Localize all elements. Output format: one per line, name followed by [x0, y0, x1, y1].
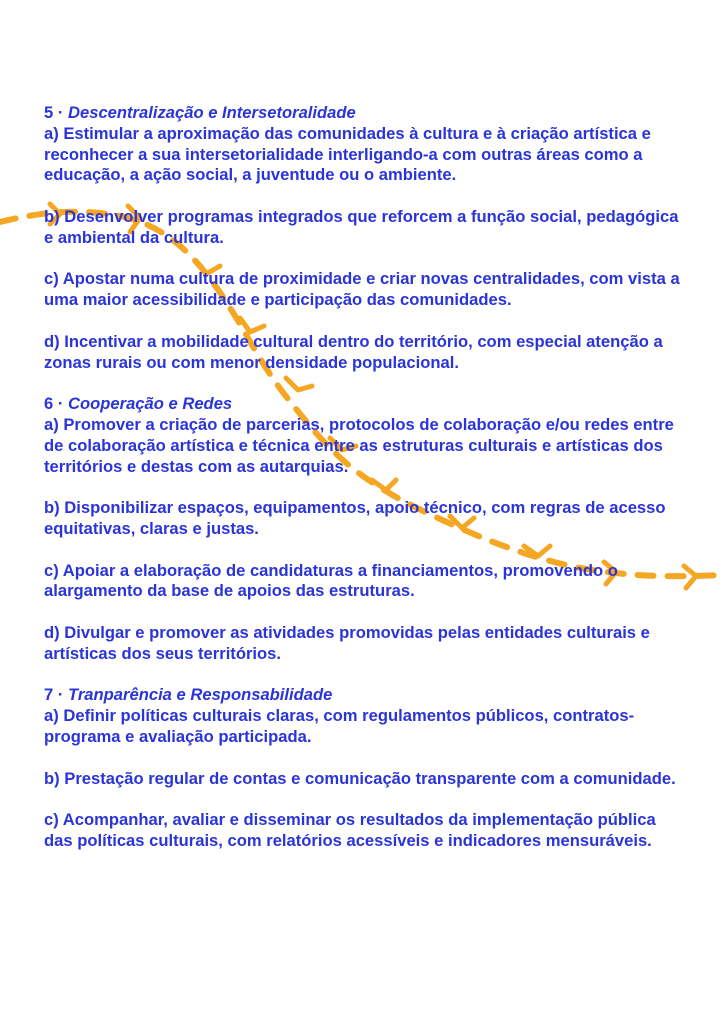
- section-7-name: Tranparência e Responsabilidade: [68, 685, 333, 705]
- section-5-number: 5 ·: [44, 103, 64, 122]
- section-5-item-d: d) Incentivar a mobilidade cultural dentro do território, com especial atenção a zonas rurais ou com menor densidade populacional.: [44, 331, 663, 372]
- section-5: [44, 103, 684, 373]
- section-6-number: 6 ·: [44, 394, 64, 414]
- section-5-item-b: b) Desenvolver programas integrados que reforcem a função social, pedagógica e ambiental da cultura.: [44, 206, 679, 247]
- section-6-title: [44, 394, 684, 415]
- section-5-item-c: c) Apostar numa cultura de proximidade e criar novas centralidades, com vista a uma maior acessibilidade e participação das comunidades.: [44, 269, 680, 310]
- section-6-item-a: a) Promover a criação de parcerias, protocolos de colaboração e/ou redes entre de colaboração artística e técnica entre as estruturas culturais e artísticas dos territórios e destas com as autarquias.: [44, 414, 674, 476]
- section-7-number: 7 ·: [44, 685, 64, 705]
- section-6-name: Cooperação e Redes: [68, 394, 233, 414]
- section-7: [44, 685, 684, 851]
- section-5-name: Descentralização e Intersetoralidade: [68, 103, 356, 122]
- section-6-item-c: c) Apoiar a elaboração de candidaturas a financiamentos, promovendo o alargamento da base de apoios das estruturas.: [44, 560, 618, 601]
- section-7-item-a: a) Definir políticas culturais claras, com regulamentos públicos, contratos-programa e avaliação participada.: [44, 706, 635, 746]
- section-7-title: [44, 685, 684, 706]
- section-6-item-b: b) Disponibilizar espaços, equipamentos, apoio técnico, com regras de acesso equitativas, claras e justas.: [44, 498, 666, 538]
- section-5-title: [44, 103, 684, 124]
- section-6-item-d: d) Divulgar e promover as atividades promovidas pelas entidades culturais e artísticas dos seus territórios.: [44, 622, 650, 663]
- section-7-item-c: c) Acompanhar, avaliar e disseminar os resultados da implementação pública das políticas culturais, com relatórios acessíveis e indicadores mensuráveis.: [44, 810, 656, 850]
- section-7-item-b: b) Prestação regular de contas e comunicação transparente com a comunidade.: [44, 768, 676, 788]
- section-6: [44, 394, 684, 664]
- section-5-item-a: a) Estimular a aproximação das comunidades à cultura e à criação artística e reconhecer a sua intersetorialidade interligando-a com outras áreas como a educação, a ação social, a juventude ou o ambiente.: [44, 123, 651, 185]
- document-body: [44, 103, 684, 872]
